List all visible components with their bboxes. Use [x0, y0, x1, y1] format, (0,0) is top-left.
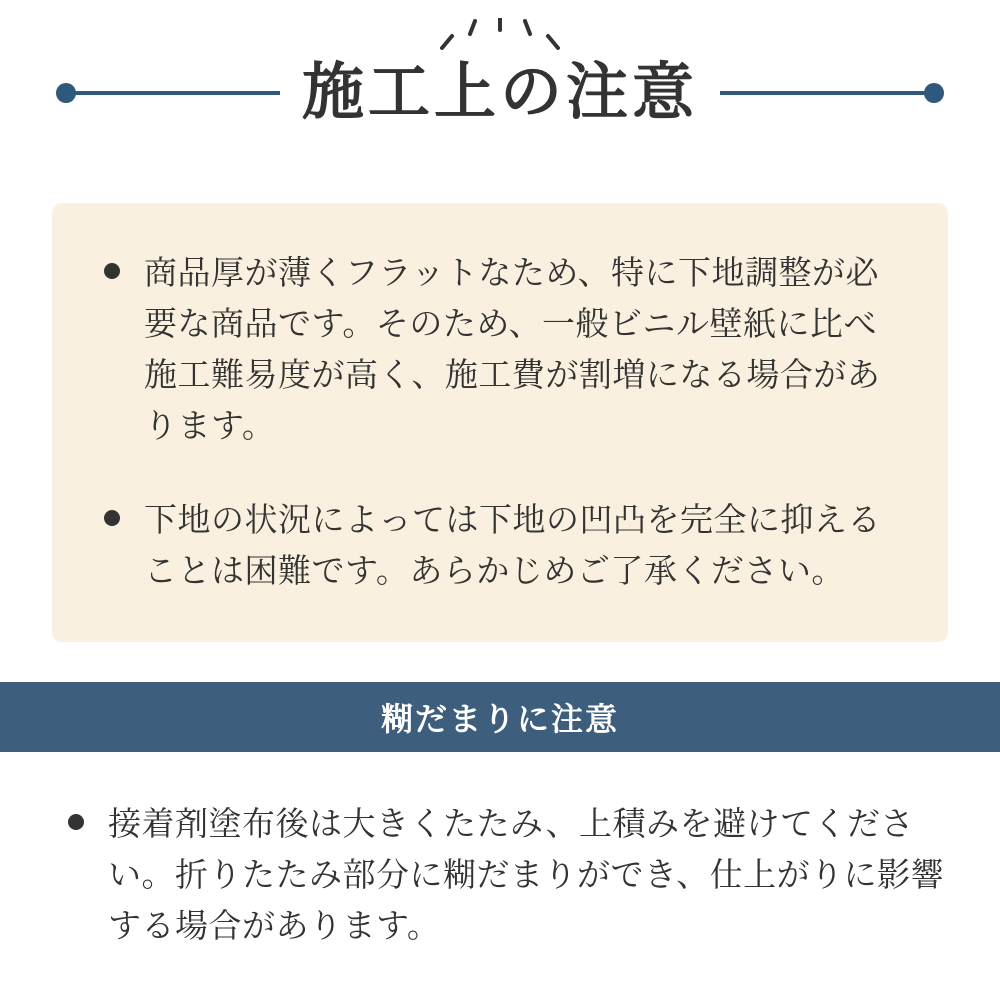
note-bullet-list [98, 247, 902, 596]
title-row [0, 58, 1000, 127]
list-item [62, 798, 948, 951]
bullet-dot-icon [104, 263, 120, 279]
list-item [98, 494, 902, 596]
page-title: 施工上の注意 [301, 58, 698, 127]
bullet-dot-icon [104, 510, 120, 526]
list-item-text: 下地の状況によっては下地の凹凸を完全に抑えることは困難です。あらかじめご了承ください。 [144, 500, 881, 589]
note-card [52, 203, 948, 642]
bullet-dot-icon [68, 814, 84, 830]
section-band-title: 糊だまりに注意 [380, 700, 619, 737]
list-item [98, 247, 902, 452]
rule-left [60, 91, 280, 95]
list-item-text: 商品厚が薄くフラットなため、特に下地調整が必要な商品です。そのため、一般ビニル壁紙に比べ施工難易度が高く、施工費が割増になる場合があります。 [144, 254, 881, 445]
section-band [0, 682, 1000, 752]
lower-section [0, 752, 1000, 951]
rule-left-dot [56, 83, 76, 103]
rule-right-dot [924, 83, 944, 103]
lower-bullet-list [62, 798, 948, 951]
list-item-text: 接着剤塗布後は大きくたたみ、上積みを避けてください。折りたたみ部分に糊だまりができ、仕上がりに影響する場合があります。 [108, 804, 945, 945]
rule-right [720, 91, 940, 95]
page-header [0, 0, 1000, 175]
